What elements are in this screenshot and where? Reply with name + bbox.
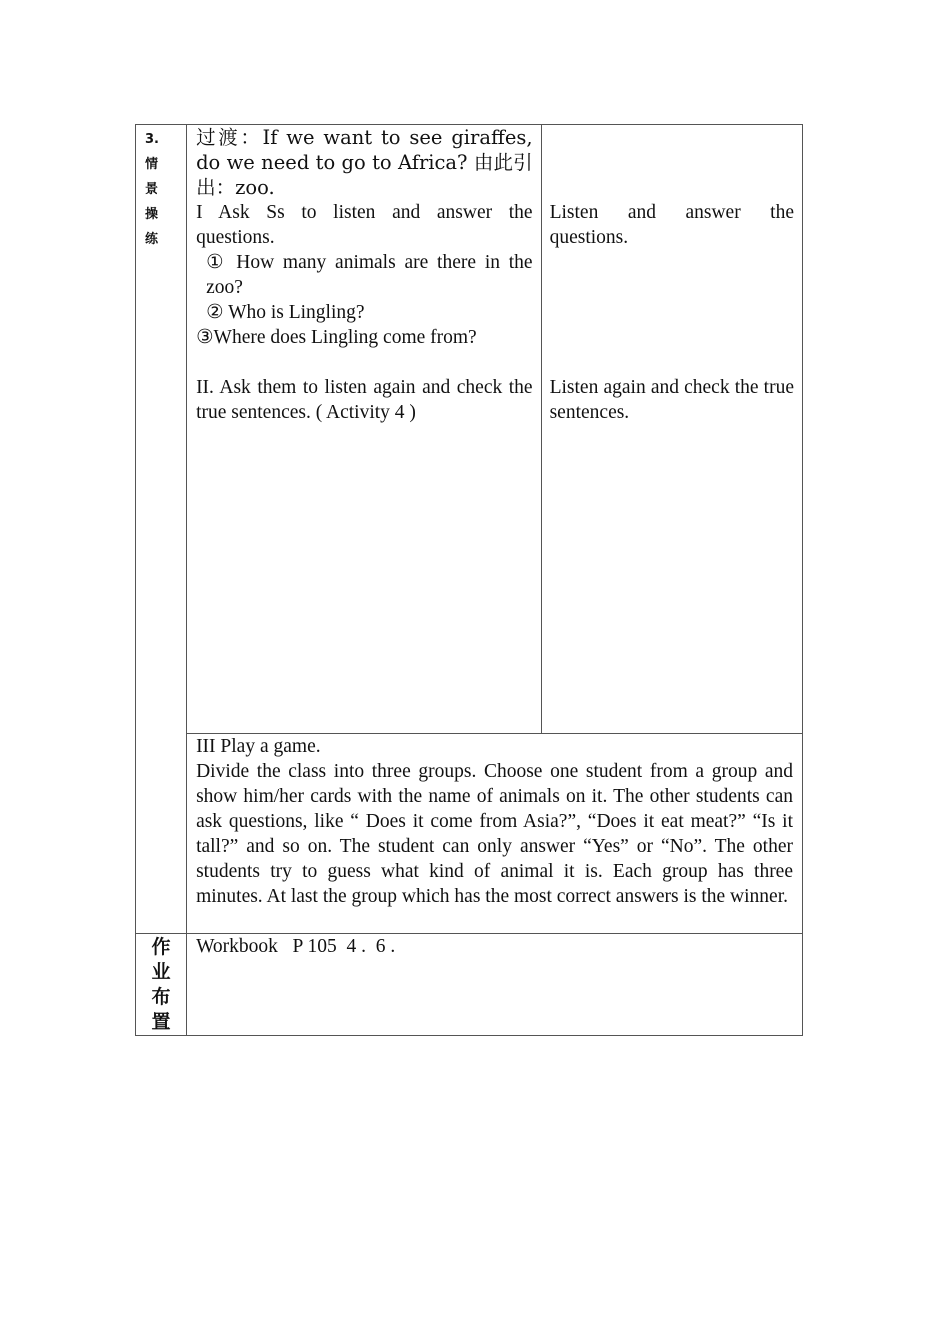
question-3: ③Where does Lingling come from? <box>196 327 477 348</box>
student-step2-text: Listen again and check the true sentences. <box>549 377 794 423</box>
transition-text: 过渡：If we want to see giraffes, do we need to go to Africa? 由此引出：zoo. <box>196 126 533 199</box>
question-1: ① How many animals are there in the zoo? <box>206 252 533 298</box>
question-2: ② Who is Lingling? <box>206 302 365 323</box>
game-activity-cell <box>187 734 803 934</box>
step1-text: I Ask Ss to listen and answer the questions. <box>196 202 533 248</box>
homework-label: 作 业 布 置 <box>151 936 171 1033</box>
student-step1-text: Listen and answer the questions. <box>549 202 794 248</box>
game-title: III Play a game. <box>196 736 321 757</box>
game-description: Divide the class into three groups. Choose one student from a group and show him/her cards with the name of animals on it. The other students can ask questions, like “ Does it come from Asia?”, “Does it eat meat?” “Is it tall?” and so on. The student can only answer “Yes” or “No”. The other students try to guess what kind of animal it is. Each group has three minutes. At last the group which has the most correct answers is the winner. <box>196 761 793 907</box>
lesson-plan-table <box>135 124 803 1036</box>
homework-content-cell <box>187 934 803 1036</box>
section3-row-main <box>136 125 803 734</box>
teacher-activity-cell <box>187 125 542 734</box>
student-activity-cell <box>541 125 802 734</box>
section3-label: 3. 情 景 操 练 <box>145 132 159 247</box>
section3-label-cell <box>136 125 187 934</box>
homework-label-cell <box>136 934 187 1036</box>
homework-text: Workbook P 105 4 . 6 . <box>196 936 396 957</box>
homework-row <box>136 934 803 1036</box>
section3-row-game <box>136 734 803 934</box>
spacer <box>196 350 533 375</box>
step2-text: II. Ask them to listen again and check the true sentences. ( Activity 4 ) <box>196 377 533 423</box>
